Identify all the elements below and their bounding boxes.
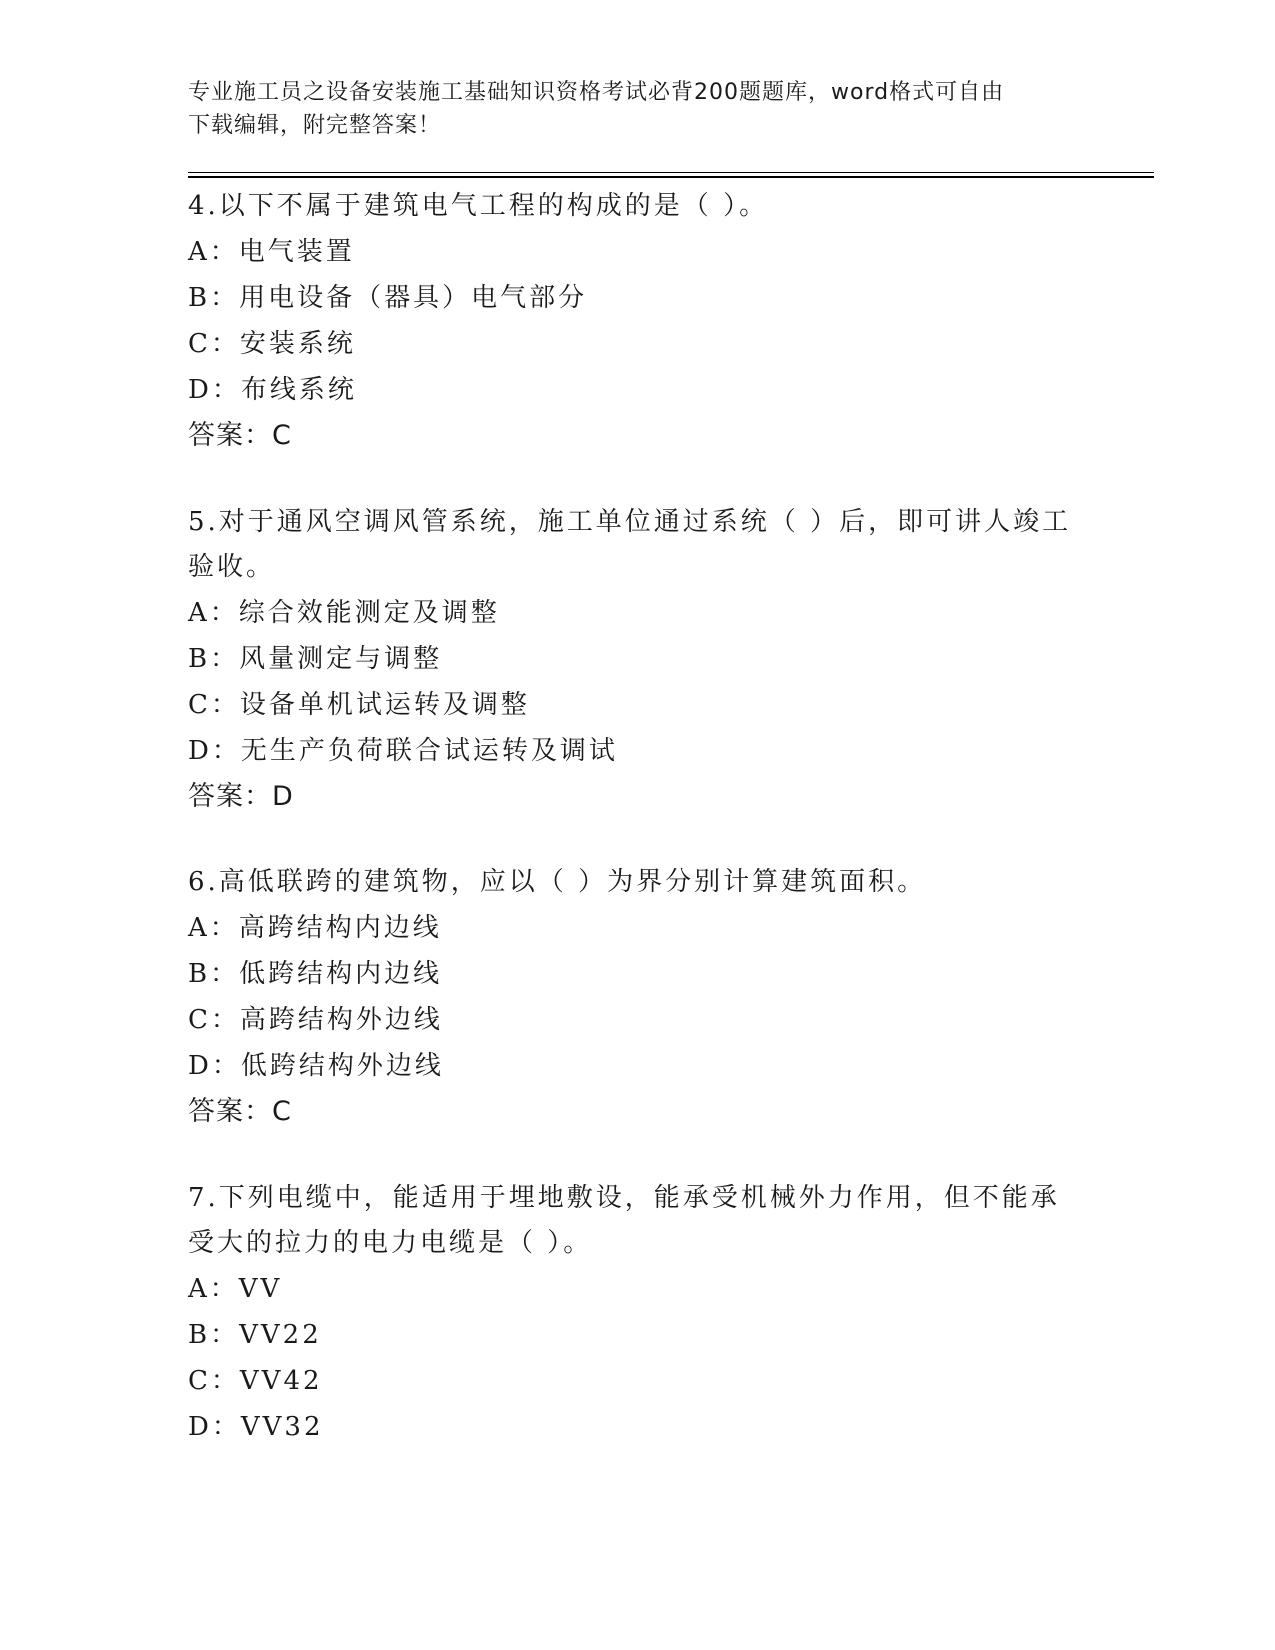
- option-d: D：低跨结构外边线: [188, 1051, 444, 1081]
- header-line-1: 专业施工员之设备安装施工基础知识资格考试必背200题题库，word格式可自由: [188, 80, 1005, 105]
- option-c: C：VV42: [188, 1366, 323, 1396]
- question-stem: 4.以下不属于建筑电气工程的构成的是（ ）。: [188, 191, 769, 221]
- question-7: [188, 1176, 1088, 1450]
- option-b: B：风量测定与调整: [188, 644, 443, 674]
- question-stem: 6.高低联跨的建筑物，应以（ ）为界分别计算建筑面积。: [188, 867, 927, 897]
- document-header: [188, 76, 1068, 142]
- option-a: A：VV: [188, 1274, 283, 1304]
- option-c: C：设备单机试运转及调整: [188, 690, 530, 720]
- option-b: B：低跨结构内边线: [188, 959, 443, 989]
- option-c: C：安装系统: [188, 329, 356, 359]
- header-divider-bottom: [188, 176, 1154, 178]
- option-a: A：高跨结构内边线: [188, 913, 442, 943]
- question-5: [188, 500, 1088, 820]
- option-a: A：综合效能测定及调整: [188, 598, 500, 628]
- option-a: A：电气装置: [188, 237, 355, 267]
- question-stem: 5.对于通风空调风管系统，施工单位通过系统（ ）后，即可讲人竣工 验收。: [188, 507, 1072, 582]
- option-b: B：用电设备（器具）电气部分: [188, 283, 588, 313]
- header-divider-top: [188, 172, 1154, 173]
- answer-label: 答案：C: [188, 420, 292, 451]
- option-d: D：无生产负荷联合试运转及调试: [188, 736, 618, 766]
- option-c: C：高跨结构外边线: [188, 1005, 443, 1035]
- option-b: B：VV22: [188, 1320, 322, 1350]
- question-stem: 7.下列电缆中，能适用于埋地敷设，能承受机械外力作用，但不能承 受大的拉力的电力电缆是（ ）。: [188, 1183, 1060, 1258]
- question-6: [188, 860, 1088, 1135]
- option-d: D：布线系统: [188, 375, 357, 405]
- header-line-2: 下载编辑，附完整答案！: [188, 113, 442, 138]
- option-d: D：VV32: [188, 1412, 324, 1442]
- question-4: [188, 184, 1088, 459]
- answer-label: 答案：C: [188, 1096, 292, 1127]
- answer-label: 答案：D: [188, 781, 294, 812]
